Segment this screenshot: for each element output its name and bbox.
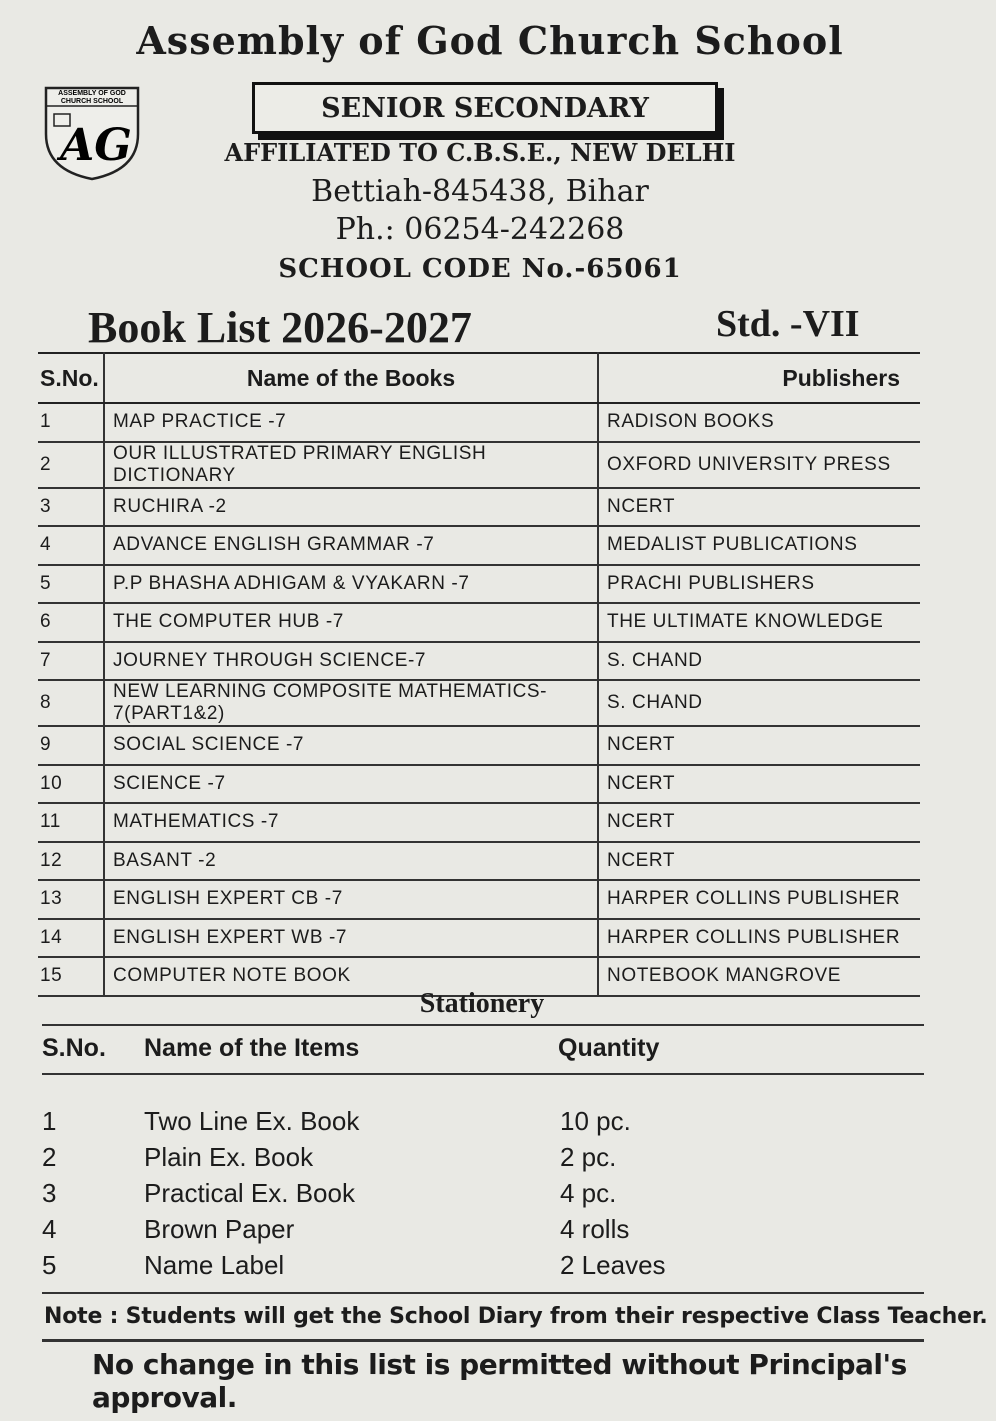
header-book-name: Name of the Books: [104, 353, 598, 403]
book-table: [38, 352, 920, 997]
approval-notice: No change in this list is permitted without Principal's approval.: [92, 1348, 907, 1414]
book-name: MATHEMATICS -7: [104, 803, 598, 842]
school-logo: [40, 82, 144, 182]
book-publisher: HARPER COLLINS PUBLISHER: [598, 919, 920, 958]
book-sno: 14: [38, 919, 104, 958]
book-publisher: RADISON BOOKS: [598, 403, 920, 442]
stationery-quantity: 2 Leaves: [560, 1250, 666, 1280]
table-row: [38, 765, 920, 804]
stationery-sno: 5: [42, 1250, 57, 1280]
divider: [42, 1024, 924, 1026]
table-row: [38, 726, 920, 765]
stationery-quantity: 4 pc.: [560, 1178, 617, 1208]
table-row: [38, 403, 920, 442]
stationery-item-name: Plain Ex. Book: [144, 1142, 314, 1172]
logo-line-2: CHURCH SCHOOL: [60, 98, 124, 105]
book-name: COMPUTER NOTE BOOK: [104, 957, 598, 996]
stationery-item-name: Practical Ex. Book: [144, 1178, 355, 1208]
school-code: SCHOOL CODE No.-65061: [278, 254, 682, 284]
book-sno: 9: [38, 726, 104, 765]
book-publisher: NCERT: [598, 803, 920, 842]
stationery-item-name: Name Label: [144, 1250, 285, 1280]
book-list-title: Book List 2026-2027: [88, 303, 472, 352]
book-sno: 10: [38, 765, 104, 804]
book-name: SOCIAL SCIENCE -7: [104, 726, 598, 765]
stationery-quantity: 4 rolls: [560, 1214, 630, 1244]
table-row: [38, 842, 920, 881]
stationery-item-name: Brown Paper: [144, 1214, 295, 1244]
header-publisher: Publishers: [598, 353, 920, 403]
stationery-title: Stationery: [419, 988, 545, 1019]
book-publisher: NCERT: [598, 488, 920, 527]
table-row: [38, 526, 920, 565]
book-name: NEW LEARNING COMPOSITE MATHEMATICS-7(PART1&2): [104, 680, 598, 726]
table-row: [38, 680, 920, 726]
book-publisher: NCERT: [598, 842, 920, 881]
book-name: SCIENCE -7: [104, 765, 598, 804]
note-text: Note : Students will get the School Diary from their respective Class Teacher.: [44, 1304, 988, 1329]
divider: [42, 1073, 924, 1075]
stationery-sno: 1: [42, 1106, 57, 1136]
book-sno: 13: [38, 880, 104, 919]
book-name: BASANT -2: [104, 842, 598, 881]
table-row: [38, 803, 920, 842]
stationery-sno: 4: [42, 1214, 57, 1244]
book-sno: 15: [38, 957, 104, 996]
table-row: [38, 565, 920, 604]
book-sno: 6: [38, 603, 104, 642]
book-sno: 8: [38, 680, 104, 726]
book-name: MAP PRACTICE -7: [104, 403, 598, 442]
book-publisher: NCERT: [598, 765, 920, 804]
stationery-header-name: Name of the Items: [144, 1034, 360, 1062]
table-row: [38, 919, 920, 958]
book-publisher: THE ULTIMATE KNOWLEDGE: [598, 603, 920, 642]
book-sno: 4: [38, 526, 104, 565]
table-row: [38, 603, 920, 642]
book-publisher: HARPER COLLINS PUBLISHER: [598, 880, 920, 919]
book-sno: 3: [38, 488, 104, 527]
school-phone: Ph.: 06254-242268: [335, 212, 625, 247]
table-row: [38, 642, 920, 681]
stationery-header-quantity: Quantity: [558, 1034, 660, 1062]
book-name: THE COMPUTER HUB -7: [104, 603, 598, 642]
book-name: ENGLISH EXPERT CB -7: [104, 880, 598, 919]
book-sno: 7: [38, 642, 104, 681]
logo-monogram: AG: [60, 120, 132, 171]
book-name: P.P BHASHA ADHIGAM & VYAKARN -7: [104, 565, 598, 604]
header-sno: S.No.: [38, 353, 104, 403]
book-sno: 11: [38, 803, 104, 842]
book-sno: 5: [38, 565, 104, 604]
logo-line-1: ASSEMBLY OF GOD: [58, 90, 126, 97]
book-name: ENGLISH EXPERT WB -7: [104, 919, 598, 958]
table-row: [38, 880, 920, 919]
stationery-sno: 3: [42, 1178, 57, 1208]
book-name: RUCHIRA -2: [104, 488, 598, 527]
book-publisher: S. CHAND: [598, 680, 920, 726]
school-name: Assembly of God Church School: [136, 18, 844, 63]
book-sno: 2: [38, 442, 104, 488]
stationery-header-sno: S.No.: [42, 1034, 106, 1062]
book-sno: 12: [38, 842, 104, 881]
book-name: JOURNEY THROUGH SCIENCE-7: [104, 642, 598, 681]
book-name: ADVANCE ENGLISH GRAMMAR -7: [104, 526, 598, 565]
stationery-sno: 2: [42, 1142, 57, 1172]
book-publisher: MEDALIST PUBLICATIONS: [598, 526, 920, 565]
affiliation: AFFILIATED TO C.B.S.E., NEW DELHI: [224, 138, 736, 167]
divider: [42, 1292, 924, 1294]
standard-label: Std. -VII: [716, 303, 860, 345]
book-name: OUR ILLUSTRATED PRIMARY ENGLISH DICTIONARY: [104, 442, 598, 488]
book-table-header: [38, 353, 920, 403]
book-publisher: S. CHAND: [598, 642, 920, 681]
table-row: [38, 442, 920, 488]
school-address: Bettiah-845438, Bihar: [311, 174, 649, 209]
book-publisher: NCERT: [598, 726, 920, 765]
stationery-item-name: Two Line Ex. Book: [144, 1106, 360, 1136]
divider: [42, 1339, 924, 1342]
book-publisher: NOTEBOOK MANGROVE: [598, 957, 920, 996]
book-publisher: OXFORD UNIVERSITY PRESS: [598, 442, 920, 488]
stationery-quantity: 2 pc.: [560, 1142, 617, 1172]
senior-secondary-banner: SENIOR SECONDARY: [252, 82, 718, 134]
stationery-quantity: 10 pc.: [560, 1106, 631, 1136]
book-sno: 1: [38, 403, 104, 442]
table-row: [38, 488, 920, 527]
book-publisher: PRACHI PUBLISHERS: [598, 565, 920, 604]
